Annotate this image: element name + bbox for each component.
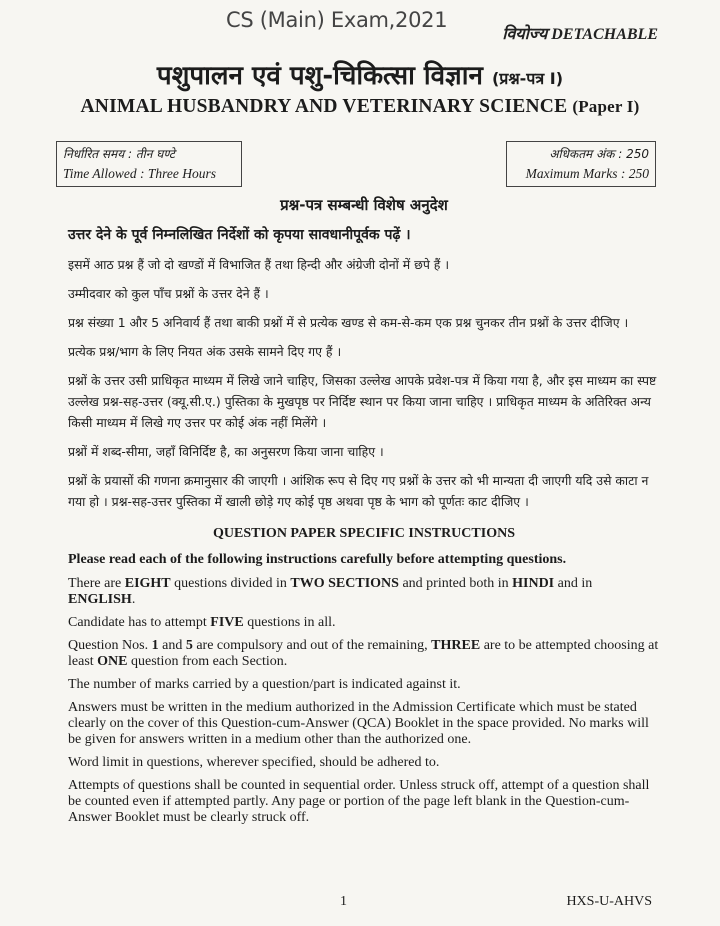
count-three: THREE xyxy=(431,638,481,653)
english-instruction-5: Answers must be written in the medium authorized in the Admission Certificate which must be stated clearly on the cover of this Question-cum-Answer (QCA) Booklet in the space provided. No marks will be given for answers written in a medium other than the authorized one. xyxy=(68,700,649,747)
time-english: Time Allowed : Three Hours xyxy=(63,166,217,181)
paper-hindi: (प्रश्न-पत्र I) xyxy=(491,69,564,88)
instructions-body xyxy=(68,195,660,833)
text: and printed both in xyxy=(398,576,513,591)
time-allowed-box xyxy=(56,141,242,187)
text: Candidate has to attempt xyxy=(68,615,211,630)
marks-hindi: अधिकतम अंक : 250 xyxy=(549,147,649,161)
text: questions divided in xyxy=(170,576,291,591)
detachable-label xyxy=(502,22,658,44)
title-english xyxy=(0,96,720,118)
text: are compulsory and out of the remaining, xyxy=(192,638,432,653)
count-five: FIVE xyxy=(210,615,244,630)
hindi-word: HINDI xyxy=(512,576,555,591)
hindi-instruction-5: प्रश्नों के उत्तर उसी प्राधिकृत माध्यम में लिखे जाने चाहिए, जिसका उल्लेख आपके प्रवेश-पत्र में किया गया है, और इस माध्यम का स्पष्ट उल्लेख प्रश्न-सह-उत्तर (क्यू.सी.ए.) पुस्तिका के मुखपृष्ठ पर निर्दिष्ट स्थान पर किया जाना चाहिए । प्राधिकृत माध्यम के अतिरिक्त अन्य किसी माध्यम में लिखे गए उत्तर पर कोई अंक नहीं मिलेंगे । xyxy=(68,373,657,430)
hindi-instruction-7: प्रश्नों के प्रयासों की गणना क्रमानुसार की जाएगी । आंशिक रूप से दिए गए प्रश्नों के उत्तर को भी मान्यता दी जाएगी यदि उसे काटा न गया हो । प्रश्न-सह-उत्तर पुस्तिका में खाली छोड़े गए कोई पृष्ठ अथवा पृष्ठ के भाग को पूर्णतः काट दीजिए । xyxy=(68,473,649,509)
question-five: 5 xyxy=(185,638,193,653)
hindi-instruction-4: प्रत्येक प्रश्न/भाग के लिए नियत अंक उसके सामने दिए गए हैं । xyxy=(68,344,342,359)
hindi-instruction-1: इसमें आठ प्रश्न हैं जो दो खण्डों में विभाजित हैं तथा हिन्दी और अंग्रेजी दोनों में छपे हैं । xyxy=(68,257,450,272)
text: . xyxy=(131,592,136,607)
maximum-marks-box xyxy=(506,141,656,187)
text: and xyxy=(158,638,186,653)
detachable-english: DETACHABLE xyxy=(551,26,658,43)
title-hindi xyxy=(0,56,720,92)
text: question from each Section. xyxy=(127,654,288,669)
text: and in xyxy=(554,576,593,591)
hindi-heading: प्रश्न-पत्र सम्बन्धी विशेष अनुदेश xyxy=(280,196,448,214)
text: There are xyxy=(68,576,125,591)
paper-code: HXS-U-AHVS xyxy=(566,894,652,909)
time-hindi: निर्धारित समय : तीन घण्टे xyxy=(63,147,175,161)
english-instruction-7: Attempts of questions shall be counted in sequential order. Unless struck off, attempt of a question shall be counted even if attempted partly. Any page or portion of the page left blank in the Question-cum-Answer Booklet must be clearly struck off. xyxy=(68,778,650,825)
title-hindi-text: पशुपालन एवं पशु-चिकित्सा विज्ञान xyxy=(156,61,483,91)
marks-english: Maximum Marks : 250 xyxy=(525,166,649,181)
english-instruction-6: Word limit in questions, wherever specified, should be adhered to. xyxy=(68,755,440,770)
english-heading: QUESTION PAPER SPECIFIC INSTRUCTIONS xyxy=(213,526,515,541)
paper-english: (Paper I) xyxy=(572,97,640,116)
detachable-hindi: वियोज्य xyxy=(502,24,548,43)
english-instruction-3 xyxy=(68,638,660,670)
hindi-instruction-6: प्रश्नों में शब्द-सीमा, जहाँ विनिर्दिष्ट है, का अनुसरण किया जाना चाहिए । xyxy=(68,444,384,459)
hindi-lead: उत्तर देने के पूर्व निम्नलिखित निर्देशों को कृपया सावधानीपूर्वक पढ़ें । xyxy=(68,227,411,243)
english-instruction-2 xyxy=(68,615,660,631)
english-instruction-4: The number of marks carried by a question/part is indicated against it. xyxy=(68,677,461,692)
count-one: ONE xyxy=(97,654,128,669)
hindi-instruction-2: उम्मीदवार को कुल पाँच प्रश्नों के उत्तर देने हैं । xyxy=(68,286,269,301)
english-instruction-1 xyxy=(68,576,660,608)
text: Question Nos. xyxy=(68,638,152,653)
two-sections: TWO SECTIONS xyxy=(290,576,399,591)
page-number: 1 xyxy=(340,894,347,909)
text: are to be attempted choosing at least xyxy=(68,638,659,669)
hindi-instruction-3: प्रश्न संख्या 1 और 5 अनिवार्य हैं तथा बाकी प्रश्नों में से प्रत्येक खण्ड से कम-से-कम एक प्रश्न चुनकर तीन प्रश्नों के उत्तर दीजिए । xyxy=(68,315,629,330)
exam-stamp: CS (Main) Exam,2021 xyxy=(226,8,448,32)
question-one: 1 xyxy=(151,638,159,653)
english-lead: Please read each of the following instructions carefully before attempting questions. xyxy=(68,552,567,567)
title-english-text: ANIMAL HUSBANDRY AND VETERINARY SCIENCE xyxy=(80,96,568,117)
english-word: ENGLISH xyxy=(68,592,132,607)
text: questions in all. xyxy=(243,615,336,630)
count-eight: EIGHT xyxy=(124,576,171,591)
